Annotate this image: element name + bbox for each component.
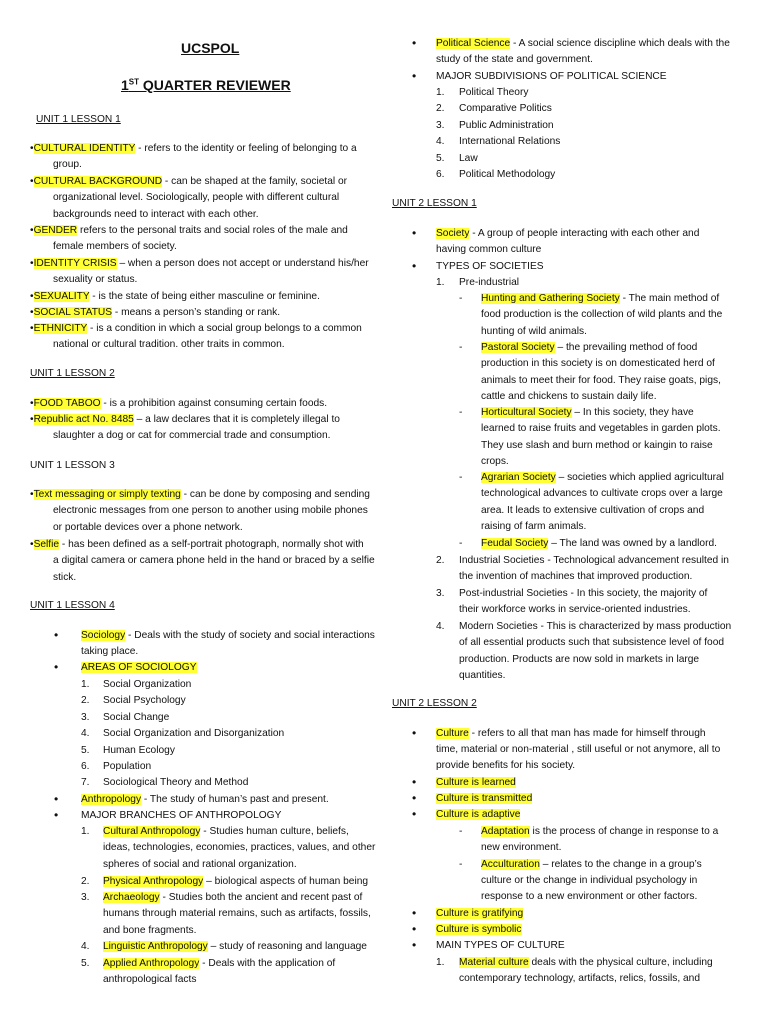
area-item: Social Change — [103, 711, 170, 723]
list-number: 4. — [81, 728, 90, 740]
list-number: 2. — [436, 103, 445, 115]
society-subtype-cont: learned to raise fruits and vegetables in garden plots. — [481, 423, 721, 435]
branch-item: Cultural Anthropology - Studies human culture, beliefs, — [103, 826, 349, 837]
heading-u1l4: UNIT 1 LESSON 4 — [30, 600, 115, 611]
society-type: Post-industrial Societies - In this society, the majority of — [459, 588, 708, 599]
material-culture-def: Material culture deals with the physical culture, including — [459, 957, 713, 968]
area-item: Social Organization and Disorganization — [103, 728, 285, 740]
list-number: 5. — [81, 958, 90, 969]
acculturation-def-cont: culture or the change in individual psychology in — [481, 875, 698, 886]
preindustrial-label: Pre-industrial — [459, 277, 520, 288]
sociology-def-cont: taking place. — [81, 646, 139, 657]
list-number: 4. — [436, 136, 445, 148]
subdivision-item: International Relations — [459, 136, 561, 148]
list-number: 1. — [81, 679, 90, 690]
branch-item: Physical Anthropology – biological aspects of human being — [103, 876, 369, 887]
branch-item-cont: and bone fragments. — [103, 924, 197, 936]
list-number: 3. — [81, 711, 90, 723]
material-culture-def-cont: contemporary technology, artifacts, relics, fossils, and — [459, 973, 701, 984]
adaptation-def-cont: new environment. — [481, 842, 562, 853]
bullet-icon: • — [412, 906, 417, 920]
dash-marker: - — [459, 407, 463, 418]
subdivision-item: Political Theory — [459, 87, 529, 98]
area-item: Human Ecology — [103, 744, 175, 756]
list-number: 6. — [436, 169, 445, 180]
term-def: •IDENTITY CRISIS – when a person does not accept or understand his/her — [30, 258, 369, 269]
term-def: •FOOD TABOO - is a prohibition against consuming certain foods. — [30, 398, 328, 409]
term-def: •SEXUALITY - is the state of being either masculine or feminine. — [30, 291, 320, 302]
area-item: Social Organization — [103, 679, 192, 690]
dash-marker: - — [459, 859, 463, 870]
bullet-icon: • — [412, 69, 417, 83]
list-number: 1. — [436, 87, 445, 98]
branch-item: Archaeology - Studies both the ancient and recent past of — [103, 892, 363, 903]
culture-symbolic: Culture is symbolic — [436, 924, 522, 935]
bullet-icon: • — [54, 660, 59, 674]
areas-heading: AREAS OF SOCIOLOGY — [81, 662, 197, 673]
society-subtype-cont: production in this society is on domesticated herd of — [481, 358, 715, 370]
bullet-icon: • — [412, 922, 417, 936]
society-subtype-cont: food production is the collection of wild plants and the — [481, 309, 723, 321]
bullet-icon: • — [412, 36, 417, 50]
main-types-heading: MAIN TYPES OF CULTURE — [436, 940, 565, 951]
society-subtype-cont: hunting of wild animals. — [481, 325, 587, 337]
list-number: 7. — [81, 777, 90, 789]
heading-u1l1: UNIT 1 LESSON 1 — [36, 114, 121, 125]
branch-item-cont: humans through material remains, such as artifacts, fossils, — [103, 908, 371, 920]
subdivision-item: Law — [459, 152, 478, 164]
society-subtype-cont: raising of farm animals. — [481, 521, 587, 533]
subdiv-heading: MAJOR SUBDIVISIONS OF POLITICAL SCIENCE — [436, 71, 667, 82]
list-number: 1. — [436, 277, 445, 288]
culture-def-cont: provide benefits for his society. — [436, 760, 576, 771]
branches-heading: MAJOR BRANCHES OF ANTHROPOLOGY — [81, 810, 282, 821]
bullet-icon: • — [54, 628, 59, 642]
branch-item-cont: ideas, technologies, economies, practices, values, and other — [103, 842, 376, 854]
society-subtype-cont: animals to meet their for food. They raise goats, pigs, — [481, 374, 721, 386]
bullet-icon: • — [412, 259, 417, 273]
term-def: •Selfie - has been defined as a self-portrait photograph, normally shot with — [30, 539, 364, 550]
term-def-cont: stick. — [53, 571, 77, 583]
term-def: •ETHNICITY - is a condition in which a social group belongs to a common — [30, 323, 362, 334]
dash-marker: - — [459, 293, 463, 304]
society-type-cont: the invention of machines that improved production. — [459, 571, 693, 583]
acculturation-def: Acculturation – relates to the change in a group’s — [481, 859, 702, 870]
sociology-def: Sociology - Deals with the study of society and social interactions — [81, 630, 375, 641]
term-def: •Text messaging or simply texting - can be done by composing and sending — [30, 489, 370, 500]
subdivision-item: Public Administration — [459, 119, 554, 131]
list-number: 5. — [81, 744, 90, 756]
term-def-cont: slaughter a dog or cat for commercial trade and consumption. — [53, 430, 331, 442]
types-heading: TYPES OF SOCIETIES — [436, 261, 544, 272]
area-item: Sociological Theory and Method — [103, 777, 249, 789]
bullet-icon: • — [412, 938, 417, 952]
acculturation-def-cont: response to a new environment or other factors. — [481, 891, 698, 902]
list-number: 2. — [81, 876, 90, 887]
bullet-icon: • — [412, 791, 417, 805]
branch-item: Linguistic Anthropology – study of reasoning and language — [103, 941, 367, 952]
culture-adaptive: Culture is adaptive — [436, 809, 521, 820]
society-def-cont: having common culture — [436, 244, 542, 255]
list-number: 3. — [81, 892, 90, 903]
culture-def-cont: time, material or non-material , still useful or not anymore, all to — [436, 744, 721, 755]
heading-u2l1: UNIT 2 LESSON 1 — [392, 198, 477, 209]
bullet-icon: • — [54, 792, 59, 806]
society-subtype-cont: technological advances to cultivate crops over a large — [481, 488, 723, 500]
adaptation-def: Adaptation is the process of change in response to a — [481, 826, 719, 837]
term-def-cont: organizational level. Sociologically, people with different cultural — [53, 192, 340, 204]
dash-marker: - — [459, 342, 463, 353]
term-def-cont: a digital camera or camera phone held in the hand or braced by a selfie — [53, 555, 375, 567]
culture-learned: Culture is learned — [436, 777, 516, 788]
society-subtype-cont: crops. — [481, 456, 509, 468]
list-number: 6. — [81, 761, 90, 772]
culture-def: Culture - refers to all that man has made for himself through — [436, 728, 706, 739]
term-def: •Republic act No. 8485 – a law declares that it is completely illegal to — [30, 414, 340, 425]
society-type: Modern Societies - This is characterized by mass production — [459, 621, 732, 632]
dash-marker: - — [459, 826, 463, 837]
list-number: 4. — [81, 941, 90, 952]
society-subtype: Horticultural Society – In this society, they have — [481, 407, 694, 418]
list-number: 1. — [81, 826, 90, 837]
society-subtype-cont: They use slash and burn method or kaingin to raise — [481, 439, 713, 451]
society-type-cont: quantities. — [459, 670, 506, 682]
doc-title: UCSPOL — [181, 40, 240, 56]
anthropology-def: Anthropology - The study of human’s past and present. — [81, 794, 329, 805]
term-def: •CULTURAL BACKGROUND - can be shaped at the family, societal or — [30, 176, 348, 187]
society-type-cont: of all essential products such that subsistence level of food — [459, 637, 725, 649]
area-item: Social Psychology — [103, 695, 186, 707]
bullet-icon: • — [412, 226, 417, 240]
heading-u1l2: UNIT 1 LESSON 2 — [30, 368, 115, 379]
list-number: 4. — [436, 621, 445, 632]
dash-marker: - — [459, 472, 463, 483]
culture-transmitted: Culture is transmitted — [436, 793, 533, 804]
bullet-icon: • — [412, 726, 417, 740]
society-type: Industrial Societies - Technological advancement resulted in — [459, 555, 729, 566]
term-def-cont: group. — [53, 159, 82, 171]
dash-marker: - — [459, 538, 463, 549]
society-subtype-cont: cattle and chickens to sustain daily life. — [481, 391, 657, 403]
society-subtype: Hunting and Gathering Society - The main method of — [481, 293, 720, 304]
list-number: 2. — [436, 555, 445, 566]
heading-u2l2: UNIT 2 LESSON 2 — [392, 698, 477, 709]
term-def-cont: female members of society. — [53, 241, 177, 253]
bullet-icon: • — [412, 807, 417, 821]
branch-item-cont: spheres of social and rational organization. — [103, 858, 297, 870]
term-def-cont: electronic messages from one person to another using mobile phones — [53, 505, 368, 517]
society-subtype: Agrarian Society – societies which applied agricultural — [481, 472, 724, 483]
society-type-cont: production. Products are now sold in markets in large — [459, 653, 700, 665]
term-def: •CULTURAL IDENTITY - refers to the identity or feeling of belonging to a — [30, 143, 357, 154]
term-def-cont: sexuality or status. — [53, 274, 138, 286]
branch-item-cont: anthropological facts — [103, 974, 197, 986]
culture-gratifying: Culture is gratifying — [436, 908, 524, 919]
list-number: 1. — [436, 957, 445, 968]
heading-u1l3: UNIT 1 LESSON 3 — [30, 460, 115, 471]
list-number: 5. — [436, 152, 445, 164]
polsci-def: Political Science - A social science discipline which deals with the — [436, 38, 730, 49]
society-subtype: Pastoral Society – the prevailing method of food — [481, 342, 698, 353]
term-def: •GENDER refers to the personal traits and social roles of the male and — [30, 225, 348, 236]
subdivision-item: Comparative Politics — [459, 103, 552, 115]
term-def-cont: or portable devices over a phone network. — [53, 521, 243, 533]
term-def-cont: backgrounds need to interact with each other. — [53, 208, 259, 220]
society-subtype-cont: area. It leads to extensive cultivation of crops and — [481, 504, 705, 516]
subdivision-item: Political Methodology — [459, 169, 556, 180]
term-def-cont: national or cultural tradition. other traits in common. — [53, 339, 285, 351]
list-number: 3. — [436, 119, 445, 131]
polsci-def-cont: study of the state and government. — [436, 54, 593, 65]
list-number: 2. — [81, 695, 90, 707]
term-def: •SOCIAL STATUS - means a person’s standing or rank. — [30, 307, 281, 318]
bullet-icon: • — [412, 775, 417, 789]
society-type-cont: their workforce works in service-oriented industries. — [459, 604, 691, 616]
doc-subtitle: 1ST QUARTER REVIEWER — [121, 77, 291, 93]
bullet-icon: • — [54, 808, 59, 822]
society-subtype: Feudal Society – The land was owned by a landlord. — [481, 538, 717, 549]
area-item: Population — [103, 761, 152, 772]
society-def: Society - A group of people interacting with each other and — [436, 228, 700, 239]
list-number: 3. — [436, 588, 445, 599]
branch-item: Applied Anthropology - Deals with the application of — [103, 958, 336, 969]
